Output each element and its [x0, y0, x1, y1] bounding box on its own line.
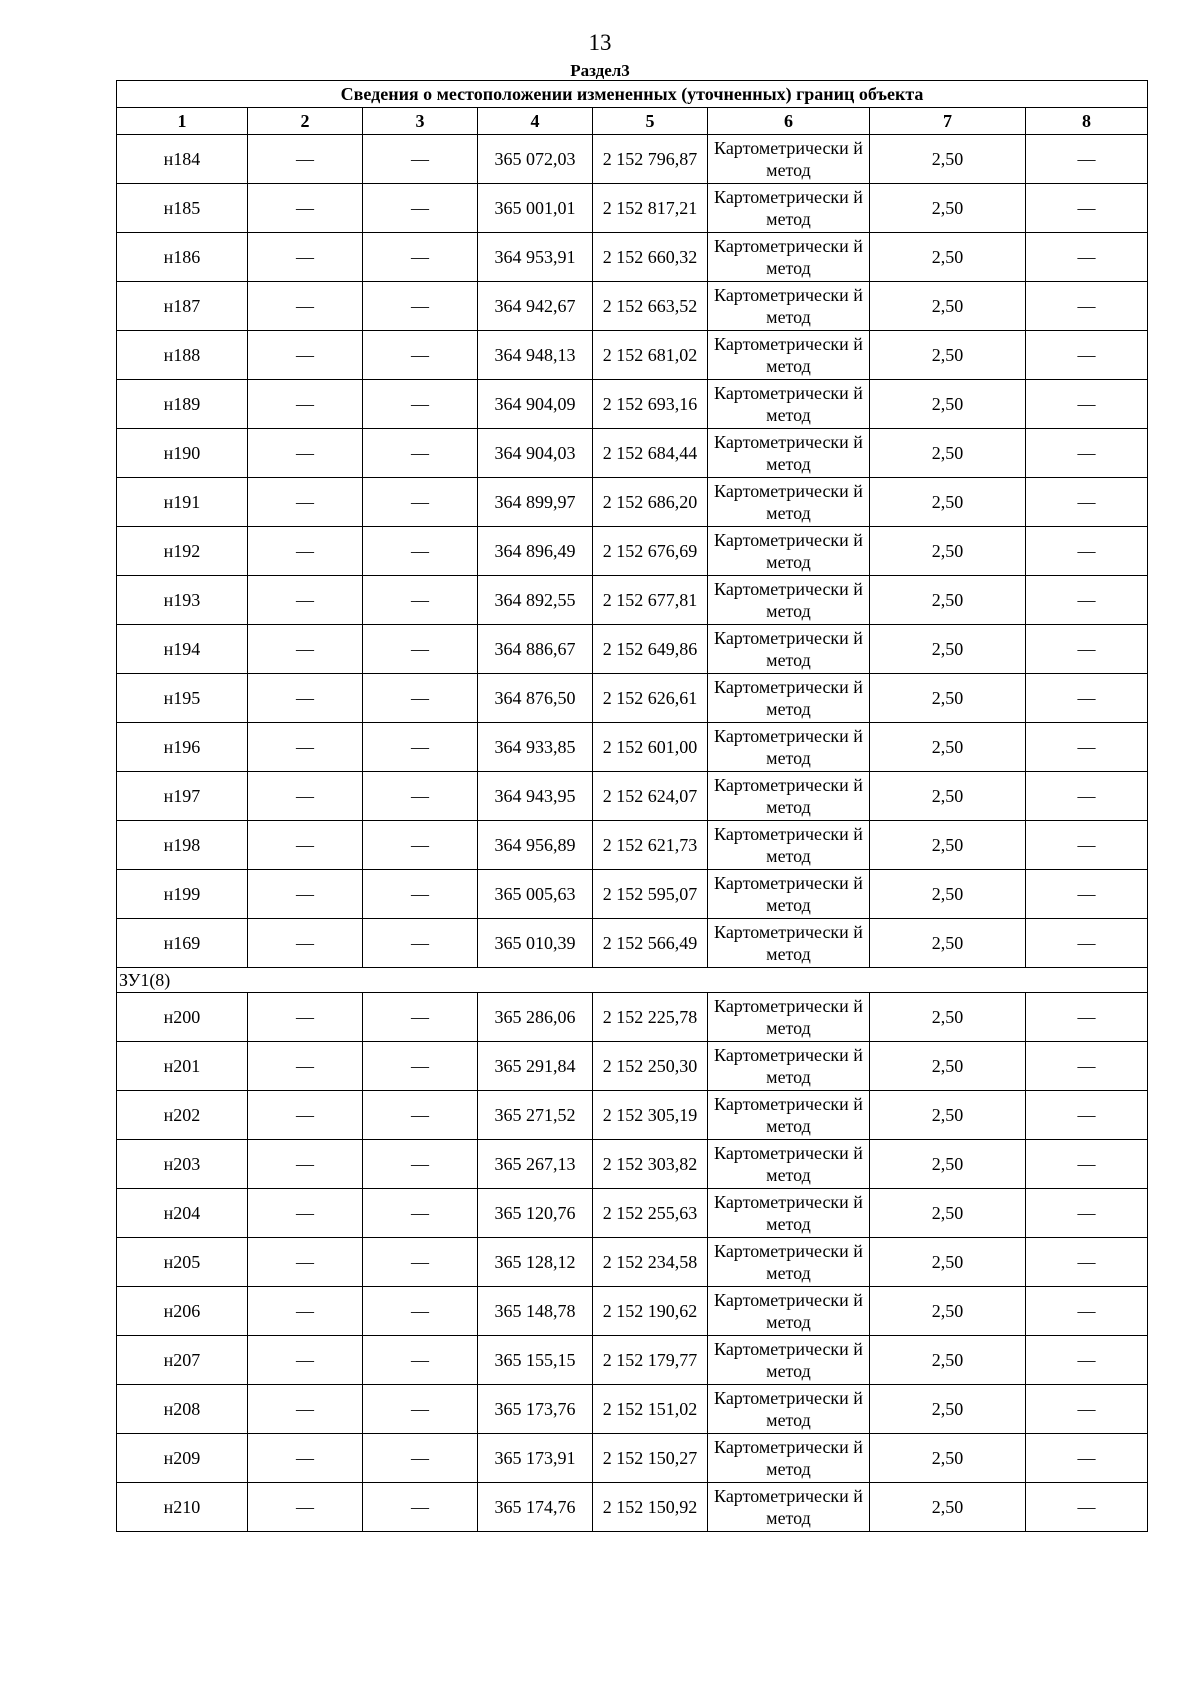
dash-cell: —	[1026, 527, 1148, 576]
section-heading: Раздел3	[570, 61, 630, 80]
point-cell: н193	[117, 576, 248, 625]
y-coordinate-cell: 2 152 225,78	[593, 993, 708, 1042]
table-row	[117, 821, 1148, 870]
dash-cell: —	[248, 870, 363, 919]
dash-cell: —	[1026, 870, 1148, 919]
dash-cell: —	[1026, 723, 1148, 772]
accuracy-cell: 2,50	[870, 919, 1026, 968]
dash-cell: —	[248, 1385, 363, 1434]
x-coordinate-cell: 365 173,76	[478, 1385, 593, 1434]
method-cell: Картометрически й метод	[708, 674, 870, 723]
dash-cell: —	[248, 233, 363, 282]
method-cell: Картометрически й метод	[708, 1091, 870, 1140]
table-row	[117, 625, 1148, 674]
table-title: Сведения о местоположении измененных (уточненных) границ объекта	[117, 81, 1148, 108]
x-coordinate-cell: 364 943,95	[478, 772, 593, 821]
point-cell: н196	[117, 723, 248, 772]
y-coordinate-cell: 2 152 663,52	[593, 282, 708, 331]
column-header: 1	[117, 108, 248, 135]
method-cell: Картометрически й метод	[708, 993, 870, 1042]
dash-cell: —	[363, 1189, 478, 1238]
point-cell: н186	[117, 233, 248, 282]
accuracy-cell: 2,50	[870, 674, 1026, 723]
dash-cell: —	[363, 1042, 478, 1091]
accuracy-cell: 2,50	[870, 1287, 1026, 1336]
point-cell: н192	[117, 527, 248, 576]
method-cell: Картометрически й метод	[708, 1189, 870, 1238]
table-row	[117, 1140, 1148, 1189]
dash-cell: —	[248, 331, 363, 380]
dash-cell: —	[1026, 478, 1148, 527]
point-cell: н189	[117, 380, 248, 429]
dash-cell: —	[363, 625, 478, 674]
y-coordinate-cell: 2 152 595,07	[593, 870, 708, 919]
accuracy-cell: 2,50	[870, 576, 1026, 625]
dash-cell: —	[248, 478, 363, 527]
y-coordinate-cell: 2 152 255,63	[593, 1189, 708, 1238]
x-coordinate-cell: 365 291,84	[478, 1042, 593, 1091]
dash-cell: —	[248, 282, 363, 331]
dash-cell: —	[363, 233, 478, 282]
dash-cell: —	[248, 1140, 363, 1189]
accuracy-cell: 2,50	[870, 527, 1026, 576]
accuracy-cell: 2,50	[870, 993, 1026, 1042]
accuracy-cell: 2,50	[870, 1336, 1026, 1385]
dash-cell: —	[248, 723, 363, 772]
dash-cell: —	[248, 993, 363, 1042]
accuracy-cell: 2,50	[870, 1140, 1026, 1189]
dash-cell: —	[248, 674, 363, 723]
method-cell: Картометрически й метод	[708, 1385, 870, 1434]
method-cell: Картометрически й метод	[708, 380, 870, 429]
method-cell: Картометрически й метод	[708, 576, 870, 625]
dash-cell: —	[1026, 919, 1148, 968]
point-cell: н202	[117, 1091, 248, 1140]
y-coordinate-cell: 2 152 150,92	[593, 1483, 708, 1532]
x-coordinate-cell: 365 267,13	[478, 1140, 593, 1189]
point-cell: н190	[117, 429, 248, 478]
table-row	[117, 1238, 1148, 1287]
accuracy-cell: 2,50	[870, 1434, 1026, 1483]
table-row	[117, 723, 1148, 772]
dash-cell: —	[1026, 1042, 1148, 1091]
dash-cell: —	[248, 184, 363, 233]
accuracy-cell: 2,50	[870, 870, 1026, 919]
table-row	[117, 527, 1148, 576]
point-cell: н187	[117, 282, 248, 331]
y-coordinate-cell: 2 152 150,27	[593, 1434, 708, 1483]
dash-cell: —	[1026, 331, 1148, 380]
y-coordinate-cell: 2 152 566,49	[593, 919, 708, 968]
dash-cell: —	[1026, 184, 1148, 233]
method-cell: Картометрически й метод	[708, 919, 870, 968]
method-cell: Картометрически й метод	[708, 723, 870, 772]
dash-cell: —	[363, 429, 478, 478]
dash-cell: —	[1026, 1189, 1148, 1238]
point-cell: н199	[117, 870, 248, 919]
dash-cell: —	[1026, 1385, 1148, 1434]
dash-cell: —	[1026, 576, 1148, 625]
x-coordinate-cell: 364 886,67	[478, 625, 593, 674]
x-coordinate-cell: 364 904,03	[478, 429, 593, 478]
x-coordinate-cell: 365 148,78	[478, 1287, 593, 1336]
table-row	[117, 478, 1148, 527]
point-cell: н194	[117, 625, 248, 674]
dash-cell: —	[1026, 821, 1148, 870]
y-coordinate-cell: 2 152 684,44	[593, 429, 708, 478]
y-coordinate-cell: 2 152 676,69	[593, 527, 708, 576]
dash-cell: —	[1026, 1483, 1148, 1532]
accuracy-cell: 2,50	[870, 135, 1026, 184]
point-cell: н201	[117, 1042, 248, 1091]
dash-cell: —	[363, 1336, 478, 1385]
table-row	[117, 1287, 1148, 1336]
table-row	[117, 1189, 1148, 1238]
method-cell: Картометрически й метод	[708, 429, 870, 478]
table-row	[117, 674, 1148, 723]
dash-cell: —	[363, 919, 478, 968]
dash-cell: —	[248, 1189, 363, 1238]
dash-cell: —	[363, 1385, 478, 1434]
table-row	[117, 429, 1148, 478]
x-coordinate-cell: 365 001,01	[478, 184, 593, 233]
dash-cell: —	[363, 1287, 478, 1336]
method-cell: Картометрически й метод	[708, 625, 870, 674]
table-row	[117, 1336, 1148, 1385]
accuracy-cell: 2,50	[870, 282, 1026, 331]
column-header: 7	[870, 108, 1026, 135]
y-coordinate-cell: 2 152 250,30	[593, 1042, 708, 1091]
x-coordinate-cell: 364 904,09	[478, 380, 593, 429]
point-cell: н197	[117, 772, 248, 821]
table-row	[117, 576, 1148, 625]
method-cell: Картометрически й метод	[708, 1042, 870, 1091]
dash-cell: —	[1026, 993, 1148, 1042]
dash-cell: —	[363, 674, 478, 723]
accuracy-cell: 2,50	[870, 429, 1026, 478]
method-cell: Картометрически й метод	[708, 184, 870, 233]
point-cell: н203	[117, 1140, 248, 1189]
x-coordinate-cell: 364 896,49	[478, 527, 593, 576]
x-coordinate-cell: 364 942,67	[478, 282, 593, 331]
dash-cell: —	[1026, 1287, 1148, 1336]
method-cell: Картометрически й метод	[708, 282, 870, 331]
y-coordinate-cell: 2 152 693,16	[593, 380, 708, 429]
method-cell: Картометрически й метод	[708, 1287, 870, 1336]
x-coordinate-cell: 365 128,12	[478, 1238, 593, 1287]
page-number: 13	[588, 30, 612, 55]
dash-cell: —	[363, 1238, 478, 1287]
point-cell: н206	[117, 1287, 248, 1336]
column-header: 5	[593, 108, 708, 135]
table-row	[117, 1434, 1148, 1483]
accuracy-cell: 2,50	[870, 821, 1026, 870]
method-cell: Картометрически й метод	[708, 870, 870, 919]
dash-cell: —	[363, 1091, 478, 1140]
table-row	[117, 919, 1148, 968]
point-cell: н209	[117, 1434, 248, 1483]
dash-cell: —	[363, 184, 478, 233]
x-coordinate-cell: 364 899,97	[478, 478, 593, 527]
point-cell: н188	[117, 331, 248, 380]
y-coordinate-cell: 2 152 624,07	[593, 772, 708, 821]
dash-cell: —	[248, 1483, 363, 1532]
dash-cell: —	[248, 135, 363, 184]
dash-cell: —	[1026, 135, 1148, 184]
x-coordinate-cell: 364 933,85	[478, 723, 593, 772]
y-coordinate-cell: 2 152 234,58	[593, 1238, 708, 1287]
method-cell: Картометрически й метод	[708, 478, 870, 527]
dash-cell: —	[363, 135, 478, 184]
dash-cell: —	[363, 870, 478, 919]
point-cell: н184	[117, 135, 248, 184]
dash-cell: —	[248, 380, 363, 429]
dash-cell: —	[248, 1336, 363, 1385]
dash-cell: —	[363, 576, 478, 625]
accuracy-cell: 2,50	[870, 233, 1026, 282]
dash-cell: —	[363, 772, 478, 821]
accuracy-cell: 2,50	[870, 1189, 1026, 1238]
point-cell: н195	[117, 674, 248, 723]
dash-cell: —	[1026, 625, 1148, 674]
dash-cell: —	[1026, 380, 1148, 429]
method-cell: Картометрически й метод	[708, 527, 870, 576]
x-coordinate-cell: 365 155,15	[478, 1336, 593, 1385]
x-coordinate-cell: 365 010,39	[478, 919, 593, 968]
method-cell: Картометрически й метод	[708, 1483, 870, 1532]
dash-cell: —	[248, 625, 363, 674]
group-row	[117, 968, 1148, 993]
x-coordinate-cell: 365 174,76	[478, 1483, 593, 1532]
dash-cell: —	[1026, 429, 1148, 478]
dash-cell: —	[363, 1434, 478, 1483]
y-coordinate-cell: 2 152 660,32	[593, 233, 708, 282]
dash-cell: —	[363, 331, 478, 380]
dash-cell: —	[1026, 282, 1148, 331]
dash-cell: —	[248, 919, 363, 968]
method-cell: Картометрически й метод	[708, 1336, 870, 1385]
y-coordinate-cell: 2 152 796,87	[593, 135, 708, 184]
x-coordinate-cell: 364 953,91	[478, 233, 593, 282]
accuracy-cell: 2,50	[870, 1042, 1026, 1091]
dash-cell: —	[363, 527, 478, 576]
x-coordinate-cell: 365 072,03	[478, 135, 593, 184]
column-header: 4	[478, 108, 593, 135]
y-coordinate-cell: 2 152 190,62	[593, 1287, 708, 1336]
accuracy-cell: 2,50	[870, 772, 1026, 821]
x-coordinate-cell: 365 286,06	[478, 993, 593, 1042]
dash-cell: —	[1026, 1140, 1148, 1189]
dash-cell: —	[248, 1238, 363, 1287]
x-coordinate-cell: 364 948,13	[478, 331, 593, 380]
table-row	[117, 233, 1148, 282]
point-cell: н169	[117, 919, 248, 968]
dash-cell: —	[248, 1091, 363, 1140]
point-cell: н204	[117, 1189, 248, 1238]
dash-cell: —	[1026, 1336, 1148, 1385]
table-row	[117, 282, 1148, 331]
dash-cell: —	[1026, 1238, 1148, 1287]
dash-cell: —	[248, 576, 363, 625]
method-cell: Картометрически й метод	[708, 1434, 870, 1483]
point-cell: н210	[117, 1483, 248, 1532]
y-coordinate-cell: 2 152 677,81	[593, 576, 708, 625]
y-coordinate-cell: 2 152 817,21	[593, 184, 708, 233]
accuracy-cell: 2,50	[870, 184, 1026, 233]
point-cell: н185	[117, 184, 248, 233]
dash-cell: —	[363, 993, 478, 1042]
x-coordinate-cell: 365 120,76	[478, 1189, 593, 1238]
dash-cell: —	[363, 1483, 478, 1532]
point-cell: н191	[117, 478, 248, 527]
x-coordinate-cell: 365 173,91	[478, 1434, 593, 1483]
method-cell: Картометрически й метод	[708, 1140, 870, 1189]
x-coordinate-cell: 364 892,55	[478, 576, 593, 625]
y-coordinate-cell: 2 152 601,00	[593, 723, 708, 772]
y-coordinate-cell: 2 152 621,73	[593, 821, 708, 870]
accuracy-cell: 2,50	[870, 380, 1026, 429]
table-row	[117, 870, 1148, 919]
point-cell: н207	[117, 1336, 248, 1385]
point-cell: н200	[117, 993, 248, 1042]
table-row	[117, 1091, 1148, 1140]
accuracy-cell: 2,50	[870, 1238, 1026, 1287]
point-cell: н205	[117, 1238, 248, 1287]
coordinates-table	[116, 80, 1148, 1532]
table-row	[117, 772, 1148, 821]
accuracy-cell: 2,50	[870, 1483, 1026, 1532]
x-coordinate-cell: 365 005,63	[478, 870, 593, 919]
table-row	[117, 184, 1148, 233]
point-cell: н198	[117, 821, 248, 870]
table-row	[117, 993, 1148, 1042]
table-row	[117, 380, 1148, 429]
table-row	[117, 1042, 1148, 1091]
point-cell: н208	[117, 1385, 248, 1434]
dash-cell: —	[1026, 1434, 1148, 1483]
dash-cell: —	[248, 772, 363, 821]
table-row	[117, 135, 1148, 184]
x-coordinate-cell: 364 956,89	[478, 821, 593, 870]
dash-cell: —	[363, 282, 478, 331]
accuracy-cell: 2,50	[870, 478, 1026, 527]
accuracy-cell: 2,50	[870, 331, 1026, 380]
dash-cell: —	[248, 429, 363, 478]
y-coordinate-cell: 2 152 626,61	[593, 674, 708, 723]
column-header: 8	[1026, 108, 1148, 135]
table-row	[117, 1483, 1148, 1532]
accuracy-cell: 2,50	[870, 625, 1026, 674]
table-row	[117, 1385, 1148, 1434]
dash-cell: —	[248, 1287, 363, 1336]
accuracy-cell: 2,50	[870, 1091, 1026, 1140]
table-row	[117, 331, 1148, 380]
y-coordinate-cell: 2 152 649,86	[593, 625, 708, 674]
y-coordinate-cell: 2 152 303,82	[593, 1140, 708, 1189]
dash-cell: —	[248, 821, 363, 870]
y-coordinate-cell: 2 152 179,77	[593, 1336, 708, 1385]
table-body	[117, 135, 1148, 1532]
group-label: ЗУ1(8)	[117, 968, 1148, 993]
method-cell: Картометрически й метод	[708, 821, 870, 870]
dash-cell: —	[363, 1140, 478, 1189]
dash-cell: —	[248, 1042, 363, 1091]
method-cell: Картометрически й метод	[708, 772, 870, 821]
dash-cell: —	[363, 821, 478, 870]
method-cell: Картометрически й метод	[708, 233, 870, 282]
dash-cell: —	[363, 478, 478, 527]
y-coordinate-cell: 2 152 686,20	[593, 478, 708, 527]
accuracy-cell: 2,50	[870, 1385, 1026, 1434]
x-coordinate-cell: 364 876,50	[478, 674, 593, 723]
accuracy-cell: 2,50	[870, 723, 1026, 772]
method-cell: Картометрически й метод	[708, 331, 870, 380]
column-number-row	[117, 108, 1148, 135]
dash-cell: —	[1026, 674, 1148, 723]
column-header: 2	[248, 108, 363, 135]
method-cell: Картометрически й метод	[708, 1238, 870, 1287]
y-coordinate-cell: 2 152 151,02	[593, 1385, 708, 1434]
y-coordinate-cell: 2 152 681,02	[593, 331, 708, 380]
x-coordinate-cell: 365 271,52	[478, 1091, 593, 1140]
method-cell: Картометрически й метод	[708, 135, 870, 184]
dash-cell: —	[363, 380, 478, 429]
dash-cell: —	[248, 1434, 363, 1483]
column-header: 6	[708, 108, 870, 135]
dash-cell: —	[363, 723, 478, 772]
dash-cell: —	[1026, 772, 1148, 821]
column-header: 3	[363, 108, 478, 135]
dash-cell: —	[1026, 1091, 1148, 1140]
y-coordinate-cell: 2 152 305,19	[593, 1091, 708, 1140]
dash-cell: —	[1026, 233, 1148, 282]
dash-cell: —	[248, 527, 363, 576]
